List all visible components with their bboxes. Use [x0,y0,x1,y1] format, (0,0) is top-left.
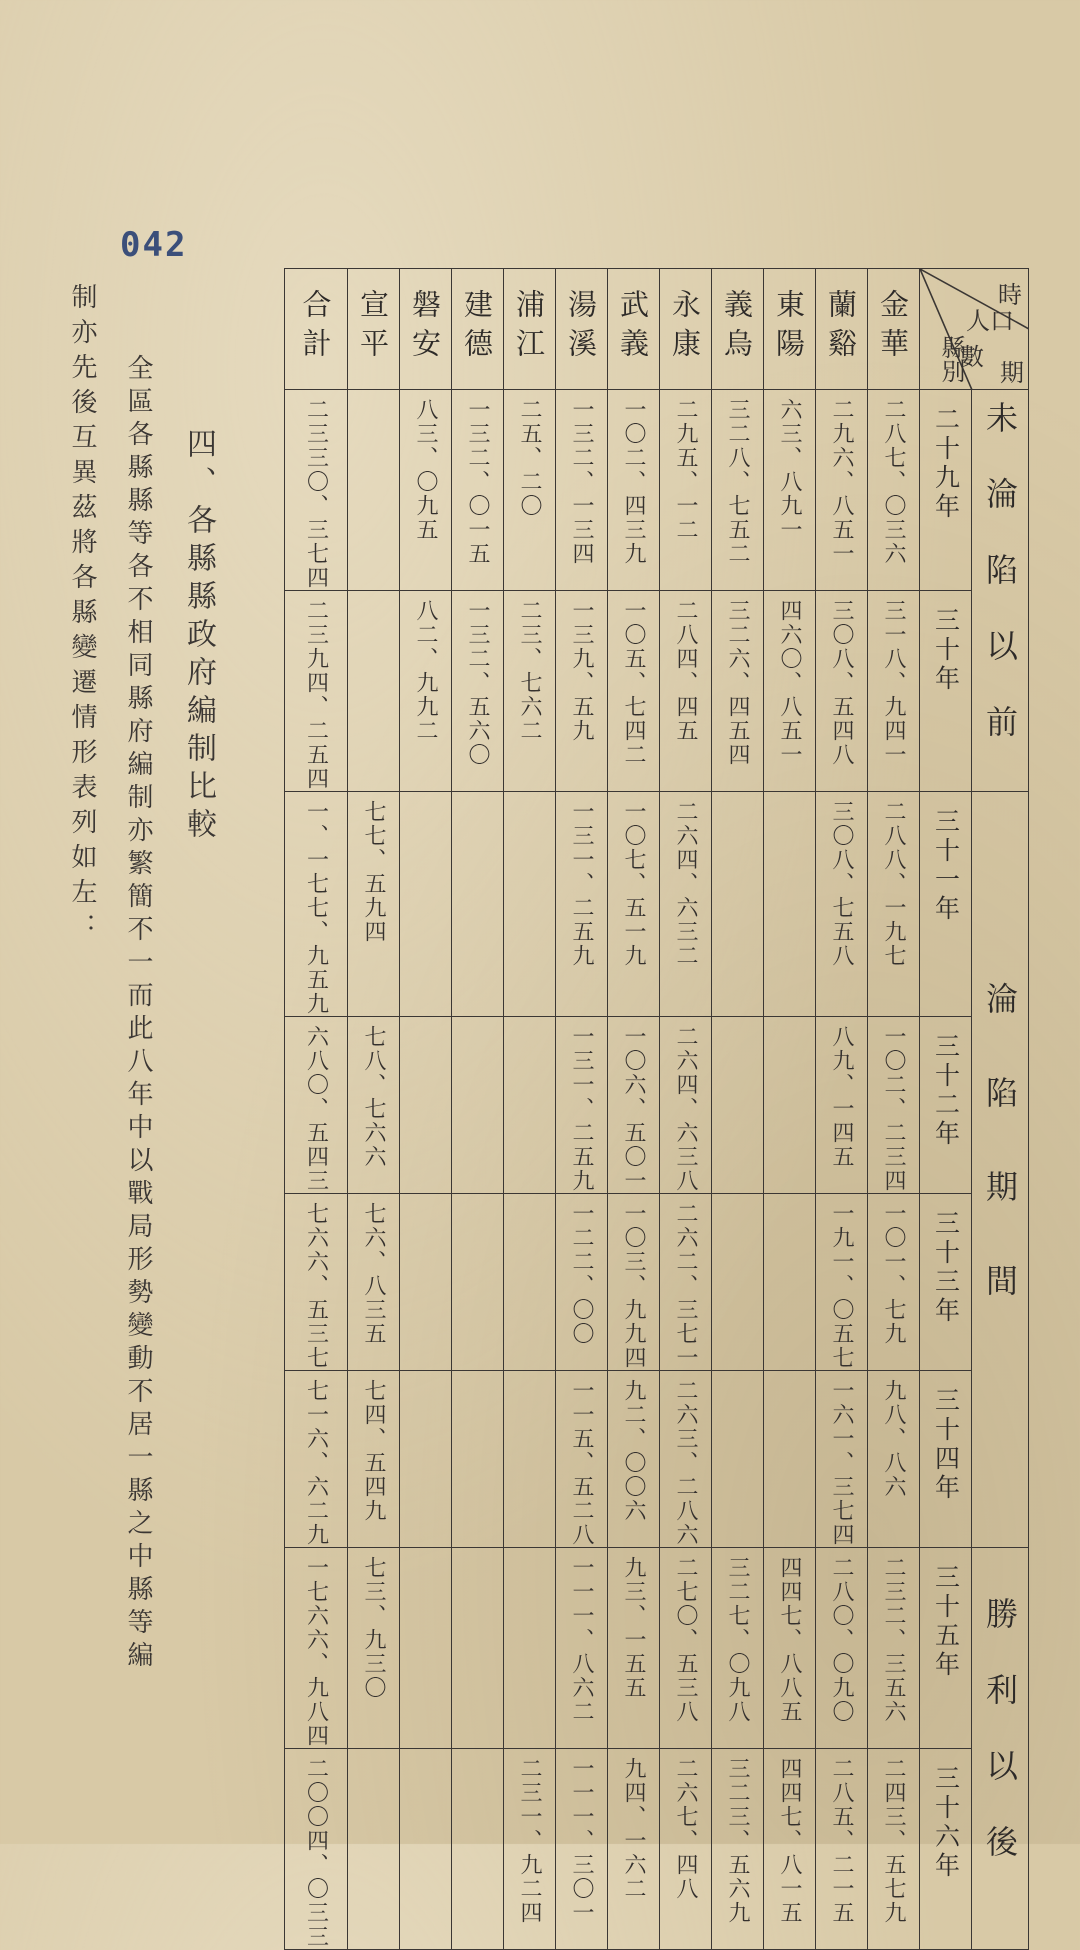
population-value: 四四七、八八五 [777,1556,802,1724]
population-value: 二三九四、二五四 [303,599,329,791]
population-value: 二三二、三五六 [881,1556,906,1724]
population-value: 七六六、五三七 [303,1202,329,1370]
population-cell [285,1194,348,1371]
population-cell [452,1371,504,1548]
population-value: 一〇五、七四二 [621,599,646,767]
population-value: 七八、七六六 [361,1025,386,1169]
population-cell [660,792,712,1017]
population-cell [348,1548,400,1749]
population-value: 三〇八、五四八 [829,599,854,767]
population-cell [868,1017,920,1194]
population-value: 一三二、〇一五 [465,398,490,566]
population-cell [764,1194,816,1371]
population-cell [868,390,920,591]
population-cell [764,1017,816,1194]
population-cell [712,390,764,591]
county-header-cell [452,269,504,390]
population-cell [348,1194,400,1371]
population-cell [816,591,868,792]
population-value: 二〇〇四、〇三三 [303,1757,329,1949]
population-table [284,268,1029,1950]
population-value: 三〇八、七五八 [829,800,854,968]
population-cell [712,1548,764,1749]
population-value: 一九一、〇五七 [829,1202,854,1370]
population-cell [868,792,920,1017]
period-cell [972,1548,1029,1950]
population-cell [400,390,452,591]
population-cell [400,1749,452,1950]
population-value: 二四三、五七九 [881,1757,906,1925]
population-cell [348,591,400,792]
population-value: 二六二、三七一 [673,1202,698,1370]
population-value: 一三二、一三四 [569,398,594,566]
year-label: 三十一年 [931,808,961,924]
population-value: 二九五、一二 [673,398,698,542]
year-label: 三十二年 [931,1033,961,1149]
population-value: 一三一、二五九 [569,1025,594,1193]
population-value: 四六〇、八五一 [777,599,802,767]
population-cell [608,1371,660,1548]
population-cell [348,1371,400,1548]
population-cell [285,1371,348,1548]
population-cell [285,1017,348,1194]
population-value: 一〇二、四三九 [621,398,646,566]
population-value: 一〇六、五〇一 [621,1025,646,1193]
population-value: 九二、〇〇六 [621,1379,646,1523]
population-value: 一二二、〇〇 [569,1202,594,1346]
population-cell [816,792,868,1017]
county-header-cell [816,269,868,390]
year-cell [920,1194,972,1371]
county-header-cell [712,269,764,390]
population-value: 一一一、三〇一 [569,1757,594,1925]
population-value: 三二三、五六九 [725,1757,750,1925]
population-cell [556,1548,608,1749]
population-value: 二三、七六二 [517,599,542,743]
year-cell [920,390,972,591]
corner-label-period: 期 [1000,359,1024,387]
year-row [285,1371,1029,1548]
county-header-cell [285,269,348,390]
population-cell [285,591,348,792]
population-cell [764,591,816,792]
year-cell [920,1371,972,1548]
population-cell [764,1371,816,1548]
population-value: 一〇二、二三四 [881,1025,906,1193]
population-cell [504,1194,556,1371]
county-header-cell [504,269,556,390]
year-row [285,1017,1029,1194]
population-value: 一〇七、五一九 [621,800,646,968]
population-cell [608,390,660,591]
county-header-cell [764,269,816,390]
population-cell [868,1749,920,1950]
population-value: 二八七、〇三六 [881,398,906,566]
population-value: 三二八、七五二 [725,398,750,566]
year-cell [920,1017,972,1194]
corner-label-count: 數 [960,343,984,371]
population-cell [556,390,608,591]
population-cell [348,1749,400,1950]
county-name: 蘭谿 [824,289,858,367]
population-value: 二六四、六三二 [673,800,698,968]
population-cell [285,792,348,1017]
population-cell [452,591,504,792]
population-cell [556,1749,608,1950]
population-cell [556,591,608,792]
population-cell [660,591,712,792]
population-cell [608,591,660,792]
population-cell [868,1548,920,1749]
population-value: 二三一、九二四 [517,1757,542,1925]
year-cell [920,591,972,792]
population-cell [816,1017,868,1194]
population-cell [608,1017,660,1194]
population-cell [608,792,660,1017]
population-cell [556,1017,608,1194]
population-value: 一六一、三七四 [829,1379,854,1547]
year-label: 三十年 [931,607,961,694]
county-name: 金華 [876,289,910,367]
population-value: 一一一、八六二 [569,1556,594,1724]
population-value: 二五、二〇 [517,398,542,518]
population-cell [712,792,764,1017]
paragraph-line-1: 全區各縣縣等各不相同縣府編制亦繁簡不一而此八年中以戰局形勢變動不居一縣之中縣等編 [123,354,153,1674]
population-cell [712,1749,764,1950]
year-label: 三十四年 [931,1387,961,1503]
population-value: 九三、一五五 [621,1556,646,1700]
population-cell [348,390,400,591]
population-cell [608,1749,660,1950]
population-cell [452,1017,504,1194]
population-value: 一三九、五九 [569,599,594,743]
population-cell [816,1371,868,1548]
year-label: 二十九年 [931,406,961,522]
population-value: 二六四、六三八 [673,1025,698,1193]
population-cell [660,1548,712,1749]
population-value: 四四七、八一五 [777,1757,802,1925]
page-number: 042 [120,225,188,265]
paragraph-line-2: 制亦先後互異茲將各縣變遷情形表列如左： [67,283,97,948]
population-value: 一三一、二五九 [569,800,594,968]
year-cell [920,1548,972,1749]
population-value: 一〇三、九九四 [621,1202,646,1370]
population-value: 六三、八九一 [777,398,802,542]
population-cell [400,1371,452,1548]
population-value: 一〇一、七九 [881,1202,906,1346]
population-cell [504,1017,556,1194]
county-name: 建德 [460,289,494,367]
county-name: 義烏 [720,289,754,367]
population-cell [504,792,556,1017]
population-value: 一、一七七、九五九 [303,800,329,1016]
population-cell [868,1194,920,1371]
population-value: 二三三〇、三七四 [303,398,329,590]
population-cell [712,1371,764,1548]
population-cell [348,792,400,1017]
population-cell [400,591,452,792]
population-cell [504,591,556,792]
population-value: 三一八、九四一 [881,599,906,767]
county-header-cell [556,269,608,390]
population-cell [504,1548,556,1749]
population-cell [816,1749,868,1950]
county-name: 湯溪 [564,289,598,367]
population-value: 九八、八六 [881,1379,906,1499]
county-header-cell [348,269,400,390]
population-cell [400,1194,452,1371]
corner-label-county: 縣別 [937,335,965,383]
county-name: 浦江 [512,289,546,367]
population-cell [452,792,504,1017]
corner-label-time: 時 [998,281,1022,309]
year-row [285,1749,1029,1950]
county-name: 武義 [616,289,650,367]
population-value: 八九、一四五 [829,1025,854,1169]
period-label: 淪陷期間 [981,981,1019,1358]
population-cell [712,591,764,792]
population-value: 二九六、八五一 [829,398,854,566]
population-cell [816,390,868,591]
period-label: 勝利以後 [981,1596,1019,1901]
county-name: 永康 [668,289,702,367]
year-label: 三十六年 [931,1765,961,1881]
population-cell [660,1371,712,1548]
year-label: 三十五年 [931,1564,961,1680]
population-value: 八二、九九二 [413,599,438,743]
population-value: 七一六、六二九 [303,1379,329,1547]
population-value: 一一五、五二八 [569,1379,594,1547]
population-cell [285,390,348,591]
population-value: 二八四、四五 [673,599,698,743]
population-cell [556,1371,608,1548]
population-cell [764,792,816,1017]
year-row [285,1548,1029,1749]
population-cell [712,1194,764,1371]
county-header-cell [400,269,452,390]
county-header-cell [660,269,712,390]
population-cell [400,1548,452,1749]
county-name: 合計 [298,289,333,367]
period-cell [972,792,1029,1548]
population-cell [452,1548,504,1749]
population-value: 七三、九三〇 [361,1556,386,1700]
population-cell [348,1017,400,1194]
population-cell [660,1749,712,1950]
population-cell [608,1548,660,1749]
population-cell [452,390,504,591]
population-value: 二六三、二八六 [673,1379,698,1547]
population-cell [868,591,920,792]
period-cell [972,390,1029,792]
population-value: 七四、五四九 [361,1379,386,1523]
population-value: 七七、五九四 [361,800,386,944]
population-cell [285,1749,348,1950]
year-row [285,591,1029,792]
population-cell [556,1194,608,1371]
county-header-cell [868,269,920,390]
population-value: 二八〇、〇九〇 [829,1556,854,1724]
year-row [285,390,1029,591]
corner-label-population: 人口 [966,307,1014,335]
population-cell [712,1017,764,1194]
population-cell [400,1017,452,1194]
population-value: 七六、八三五 [361,1202,386,1346]
population-cell [504,1749,556,1950]
population-cell [764,1548,816,1749]
population-value: 一七六六、九八四 [303,1556,329,1748]
year-row [285,1194,1029,1371]
population-cell [764,1749,816,1950]
population-cell [452,1749,504,1950]
year-row [285,792,1029,1017]
header-row [285,269,1029,390]
county-name: 東陽 [772,289,806,367]
population-value: 二八五、二一五 [829,1757,854,1925]
population-cell [504,390,556,591]
population-value: 一三二、五六〇 [465,599,490,767]
population-cell [660,1194,712,1371]
year-label: 三十三年 [931,1210,961,1326]
population-cell [608,1194,660,1371]
corner-header-cell [920,269,1029,390]
population-cell [400,792,452,1017]
population-cell [764,390,816,591]
population-value: 三二七、〇九八 [725,1556,750,1724]
population-value: 八三、〇九五 [413,398,438,542]
county-header-cell [608,269,660,390]
population-cell [816,1194,868,1371]
section-heading: 四、各縣縣政府編制比較 [181,428,216,846]
population-cell [816,1548,868,1749]
population-cell [660,1017,712,1194]
population-value: 二六七、四八 [673,1757,698,1901]
population-cell [452,1194,504,1371]
population-value: 二七〇、五三八 [673,1556,698,1724]
county-name: 磐安 [408,289,442,367]
population-cell [285,1548,348,1749]
population-value: 二八八、一九七 [881,800,906,968]
period-label: 未淪陷以前 [981,400,1019,781]
population-cell [660,390,712,591]
population-cell [504,1371,556,1548]
county-name: 宣平 [356,289,390,367]
population-value: 六八〇、五四三 [303,1025,329,1193]
population-value: 九四、一六二 [621,1757,646,1901]
population-value: 三二六、四五四 [725,599,750,767]
population-cell [556,792,608,1017]
population-cell [868,1371,920,1548]
year-cell [920,792,972,1017]
year-cell [920,1749,972,1950]
